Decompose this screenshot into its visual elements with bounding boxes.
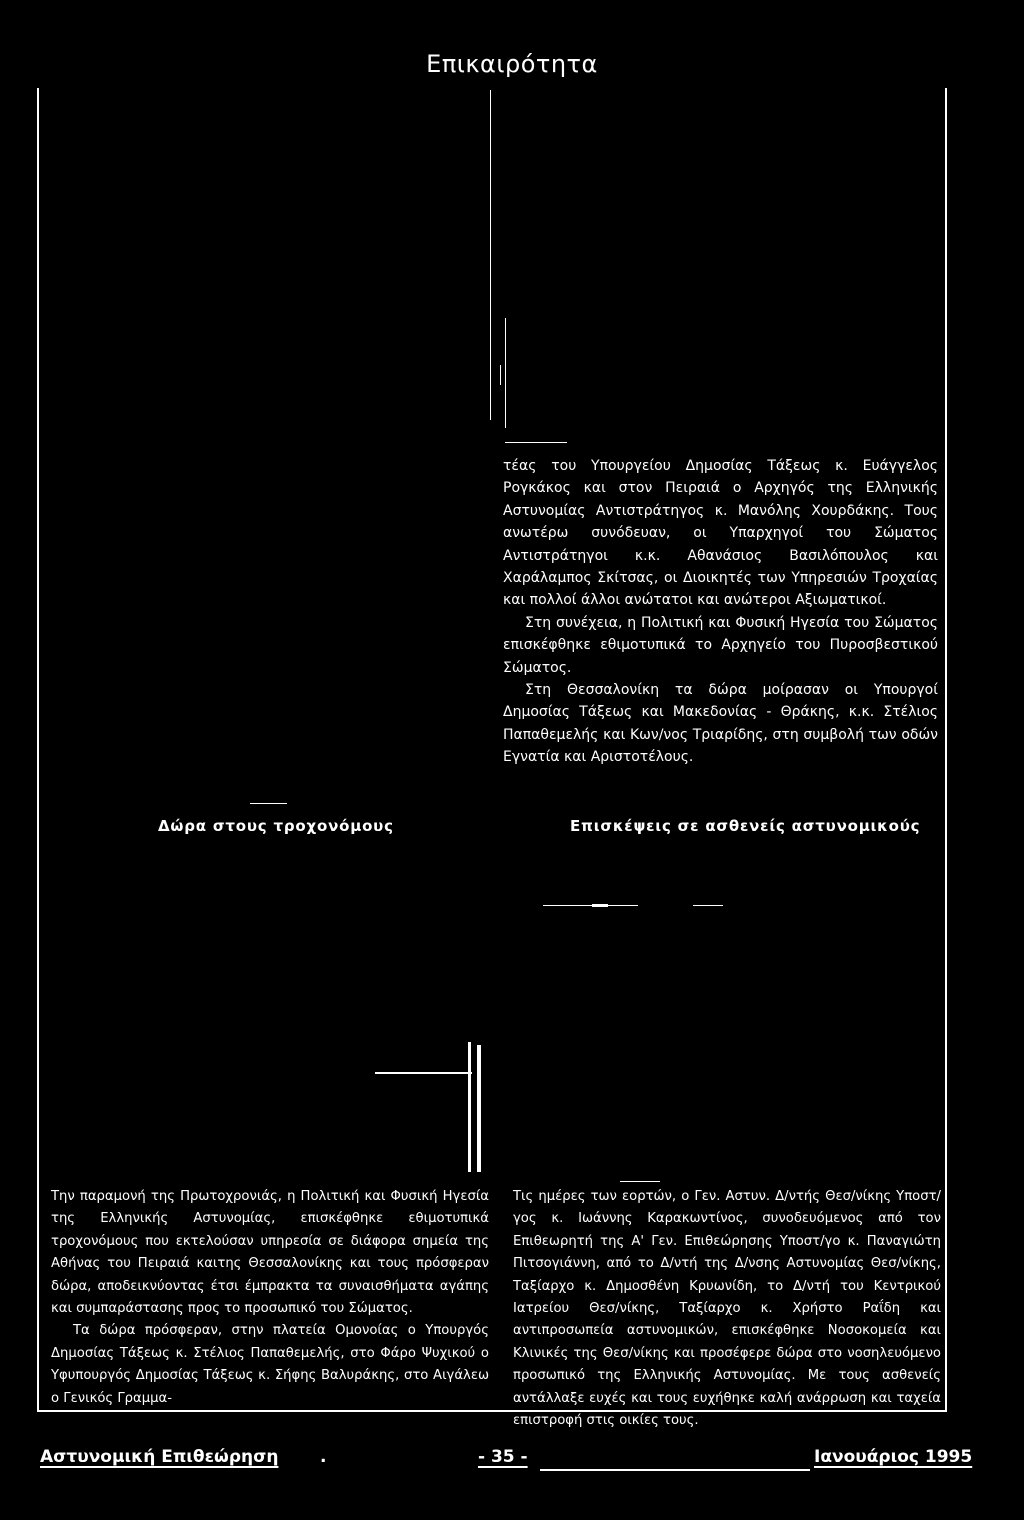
page-section-title: Επικαιρότητα — [426, 50, 598, 78]
top-right-rule — [505, 442, 567, 443]
article-paragraph: Την παραμονή της Πρωτοχρονιάς, η Πολιτική και Φυσική Ηγεσία της Ελληνικής Αστυνομίας, επισκέφθηκε εθιμοτυπικά τροχονόμους που εκτελούσαν υπηρεσία σε διάφορα σημεία της Αθήνας του Πειραιά καιτης Θεσσαλονίκης και τους πρόσφεραν δώρα, αποδεικνύοντας έτσι έμπρακτα τα συναισθήματα αγάπης και συμπαράστασης προς το προσωπικό του Σώματος. — [51, 1189, 489, 1317]
photo-edge-line — [505, 318, 506, 428]
footer-dot: . — [320, 1447, 327, 1467]
right-section-title: Επισκέψεις σε ασθενείς αστυνομικούς — [570, 817, 921, 835]
article-paragraph: τέας του Υπουργείου Δημοσίας Τάξεως κ. Ευάγγελος Ρογκάκος και στον Πειραιά ο Αρχηγός της Ελληνικής Αστυνομίας Αντιστράτηγος κ. Μανόλης Χουρδάκης. Τους ανωτέρω συνόδευαν, οι Υπαρχηγοί του Σώματος Αντιστράτηγοι κ.κ. Αθανάσιος Βασιλόπουλος και Χαράλαμπος Σκίτσας, οι Διοικητές των Υπηρεσιών Τροχαίας και πολλοί άλλοι ανώτατοι και ανώτεροι Αξιωματικοί. — [503, 458, 938, 609]
left-article — [51, 1186, 489, 1410]
article-paragraph: Τα δώρα πρόσφεραν, στην πλατεία Ομονοίας ο Υπουργός Δημοσίας Τάξεως κ. Στέλιος Παπαθεμελής, στο Φάρο Ψυχικού ο Υφυπουργός Δημοσίας Τάξεως κ. Σήφης Βαλυράκης, στο Αιγάλεω ο Γενικός Γραμμα- — [51, 1323, 489, 1406]
frame-right-line — [945, 88, 947, 1411]
footer-rule — [540, 1469, 810, 1471]
photo-edge-post — [468, 1042, 471, 1172]
footer-issue-date: Ιανουάριος 1995 — [814, 1447, 973, 1467]
photo-edge-post — [477, 1045, 481, 1172]
frame-left-line — [37, 88, 39, 1411]
photo-edge-rule — [620, 1181, 660, 1182]
footer-publication: Αστυνομική Επιθεώρηση — [40, 1447, 279, 1467]
right-article — [513, 1186, 941, 1432]
article-paragraph: Τις ημέρες των εορτών, ο Γεν. Αστυν. Δ/ντής Θεσ/νίκης Υποστ/γος κ. Ιωάννης Καρακωντίνος, συνοδευόμενος από τον Επιθεωρητή της Α' Γεν. Επιθεώρησης Υποστ/γο κ. Παναγιώτη Πιτσογιάννη, από το Δ/ντή της Δ/νσης Αστυνομίας Θεσ/νίκης, Ταξίαρχο κ. Δημοσθένη Κρυωνίδη, το Δ/ντή του Κεντρικού Ιατρείου Θεσ/νίκης, Ταξίαρχο κ. Χρήστο Ραΐδη και αντιπροσωπεία αστυνομικών, επισκέφθηκε Νοσοκομεία και Κλινικές της Θεσ/νίκης και προσέφερε δώρα στο νοσηλευόμενο προσωπικό της Ελληνικής Αστυνομίας. Με τους ασθενείς αντάλλαξε ευχές και τους ευχήθηκε καλή ανάρρωση και ταχεία επιστροφή στις οικίες τους. — [513, 1189, 941, 1429]
center-divider-line — [490, 90, 491, 420]
top-right-article — [503, 455, 938, 769]
left-title-rule — [250, 803, 287, 804]
photo-edge-rule — [693, 905, 723, 906]
article-paragraph: Στη συνέχεια, η Πολιτική και Φυσική Ηγεσία του Σώματος επισκέφθηκε εθιμοτυπικά το Αρχηγείο του Πυροσβεστικού Σώματος. — [503, 614, 938, 676]
photo-edge-rule — [543, 905, 638, 906]
left-section-title: Δώρα στους τροχονόμους — [158, 817, 394, 835]
photo-edge-short — [500, 365, 501, 385]
article-paragraph: Στη Θεσσαλονίκη τα δώρα μοίρασαν οι Υπουργοί Δημοσίας Τάξεως και Μακεδονίας - Θράκης, κ.κ. Στέλιος Παπαθεμελής και Κων/νος Τριαρίδης, στη συμβολή των οδών Εγνατία και Αριστοτέλους. — [503, 682, 938, 766]
photo-edge-rule — [592, 904, 608, 907]
footer-page-number: - 35 - — [478, 1447, 528, 1467]
photo-edge-rule — [375, 1072, 472, 1074]
